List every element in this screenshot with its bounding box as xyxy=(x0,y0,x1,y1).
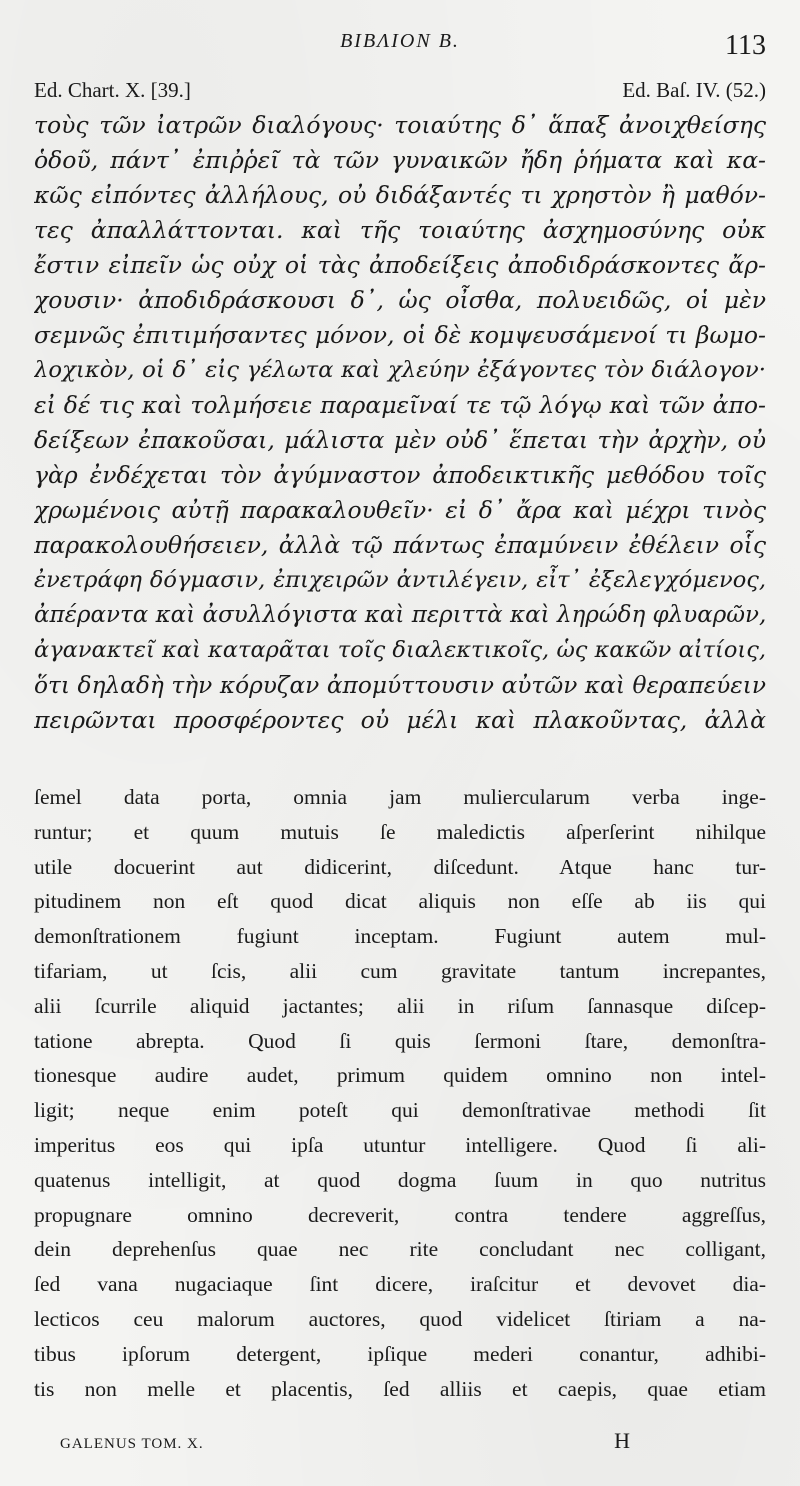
latin-text-line: demonſtrationem fugiunt inceptam. Fugiunt autem mul- xyxy=(34,924,766,949)
greek-text-line: πειρῶνται προσφέροντες οὐ μέλι καὶ πλακοῦντας, ἀλλὰ xyxy=(34,706,766,734)
greek-text-line: δείξεων ἐπακοῦσαι, μάλιστα μὲν οὐδ᾽ ἕπεται τὴν ἀρχὴν, οὐ xyxy=(34,426,766,454)
latin-text-line: ſed vana nugaciaque ſint dicere, iraſcitur et devovet dia- xyxy=(34,1272,766,1297)
page-number: 113 xyxy=(725,30,766,61)
greek-text-line: χουσιν· ἀποδιδράσκουσι δ᾽, ὡς οἶσθα, πολυειδῶς, οἱ μὲν xyxy=(34,286,766,314)
latin-text-line: alii ſcurrile aliquid jactantes; alii in riſum ſannasque diſcep- xyxy=(34,993,766,1018)
greek-text-line: ἀγανακτεῖ καὶ καταρᾶται τοῖς διαλεκτικοῖς, ὡς κακῶν αἰτίοις, xyxy=(34,637,766,663)
latin-text-line: tis non melle et placentis, ſed alliis et caepis, quae etiam xyxy=(34,1376,766,1401)
greek-text-line: τοὺς τῶν ἰατρῶν διαλόγους· τοιαύτης δ᾽ ἅπαξ ἀνοιχθείσης xyxy=(34,111,766,139)
greek-text-block xyxy=(34,108,766,738)
latin-text-line: tatione abrepta. Quod ſi quis ſermoni ſtare, demonſtra- xyxy=(34,1028,766,1053)
greek-text-line: ἔστιν εἰπεῖν ὡς οὐχ οἱ τὰς ἀποδείξεις ἀποδιδράσκοντες ἄρ- xyxy=(34,251,766,279)
latin-text-line: quatenus intelligit, at quod dogma ſuum in quo nutritus xyxy=(34,1167,766,1192)
footer-signature-title: GALENUS TOM. X. xyxy=(60,1436,204,1452)
latin-text-line: lecticos ceu malorum auctores, quod videlicet ſtiriam a na- xyxy=(34,1306,766,1331)
edition-reference-chart: Ed. Chart. X. [39.] xyxy=(34,78,191,102)
greek-text-line: εἰ δέ τις καὶ τολμήσειε παραμεῖναί τε τῷ λόγῳ καὶ τῶν ἀπο- xyxy=(34,391,766,419)
greek-text-line: γὰρ ἐνδέχεται τὸν ἀγύμναστον ἀποδεικτικῆς μεθόδου τοῖς xyxy=(34,461,766,489)
latin-text-line: runtur; et quum mutuis ſe maledictis aſperſerint nihilque xyxy=(34,819,766,844)
latin-text-line: pitudinem non eſt quod dicat aliquis non eſſe ab iis qui xyxy=(34,889,766,914)
edition-reference-line xyxy=(34,78,766,103)
latin-text-line: dein deprehenſus quae nec rite concludant nec colligant, xyxy=(34,1237,766,1262)
greek-text-line: σεμνῶς ἐπιτιμήσαντες μόνον, οἱ δὲ κομψευσάμενοί τι βωμο- xyxy=(34,321,766,349)
footer-signature-mark: H xyxy=(614,1428,630,1453)
latin-text-line: propugnare omnino decreverit, contra tendere aggreſſus, xyxy=(34,1202,766,1227)
greek-text-line: ἐνετράφη δόγμασιν, ἐπιχειρῶν ἀντιλέγειν, εἶτ᾽ ἐξελεγχόμενος, xyxy=(34,567,766,593)
latin-text-line: ligit; neque enim poteſt qui demonſtrativae methodi ſit xyxy=(34,1098,766,1123)
page-footer xyxy=(60,1428,700,1454)
edition-reference-basel: Ed. Baſ. IV. (52.) xyxy=(622,78,766,102)
greek-text-line: λοχικὸν, οἱ δ᾽ εἰς γέλωτα καὶ χλεύην ἐξάγοντες τὸν διάλογον· xyxy=(34,357,766,383)
latin-text-line: tionesque audire audet, primum quidem omnino non intel- xyxy=(34,1063,766,1088)
greek-text-line: χρωμένοις αὐτῇ παρακαλουθεῖν· εἰ δ᾽ ἄρα καὶ μέχρι τινὸς xyxy=(34,496,766,524)
latin-text-line: imperitus eos qui ipſa utuntur intelligere. Quod ſi ali- xyxy=(34,1132,766,1157)
greek-text-line: παρακολουθήσειεν, ἀλλὰ τῷ πάντως ἐπαμύνειν ἐθέλειν οἷς xyxy=(34,531,766,559)
greek-text-line: τες ἀπαλλάττονται. καὶ τῆς τοιαύτης ἀσχημοσύνης οὐκ xyxy=(34,216,766,244)
latin-text-line: utile docuerint aut didicerint, diſcedunt. Atque hanc tur- xyxy=(34,854,766,879)
latin-text-line: tibus ipſorum detergent, ipſique mederi conantur, adhibi- xyxy=(34,1341,766,1366)
latin-text-line: tifariam, ut ſcis, alii cum gravitate tantum increpantes, xyxy=(34,958,766,983)
running-head: ΒΙΒΛΙΟΝ Β. xyxy=(340,30,460,52)
greek-text-line: ὅτι δηλαδὴ τὴν κόρυζαν ἀπομύττουσιν αὐτῶν καὶ θεραπεύειν xyxy=(34,672,766,699)
latin-text-line: ſemel data porta, omnia jam muliercularum verba inge- xyxy=(34,785,766,809)
greek-text-line: ἀπέραντα καὶ ἀσυλλόγιστα καὶ περιττὰ καὶ ληρώδη φλυαρῶν, xyxy=(34,602,766,628)
greek-text-line: κῶς εἰπόντες ἀλλήλους, οὐ διδάξαντές τι χρηστὸν ἢ μαθόν- xyxy=(34,181,766,209)
latin-text-block xyxy=(34,780,766,1406)
greek-text-line: ὁδοῦ, πάντ᾽ ἐπιῤῥεῖ τὰ τῶν γυναικῶν ἤδη ῥήματα καὶ κα- xyxy=(34,146,766,174)
